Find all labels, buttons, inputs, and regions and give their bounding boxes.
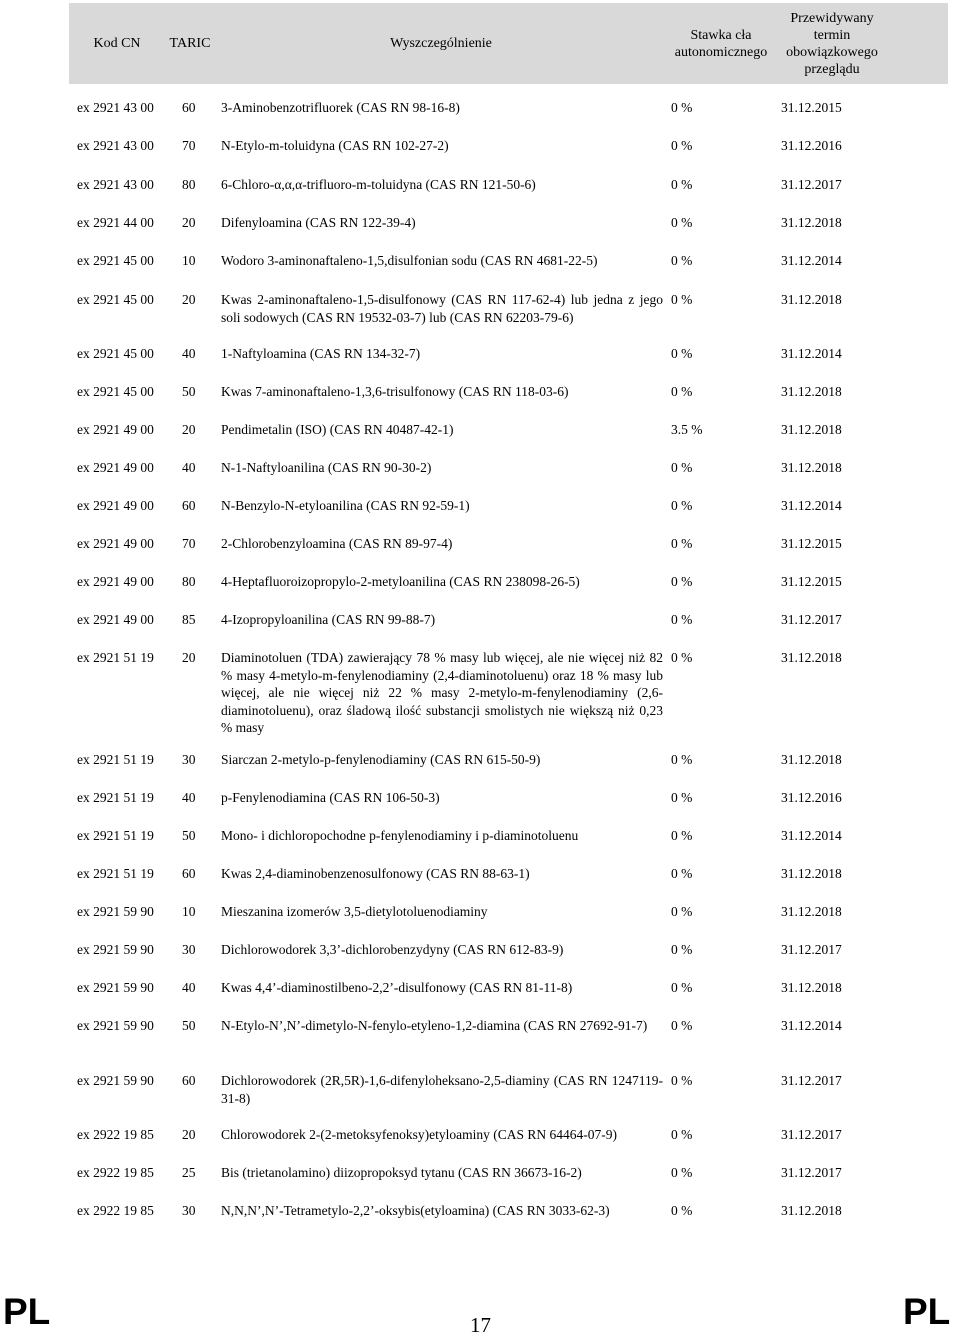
taric-cell: 60 xyxy=(182,498,196,513)
header-kod-cn: Kod CN xyxy=(93,36,141,51)
cn-code-cell: ex 2921 51 19 xyxy=(77,752,154,767)
description-cell: Pendimetalin (ISO) (CAS RN 40487-42-1) xyxy=(221,422,454,437)
description-cell: 1-Naftyloamina (CAS RN 134-32-7) xyxy=(221,346,421,361)
duty-rate-cell: 0 % xyxy=(671,574,693,589)
cn-code-cell: ex 2921 45 00 xyxy=(77,253,154,268)
cn-code-cell: ex 2921 59 90 xyxy=(77,980,154,995)
duty-rate-cell: 0 % xyxy=(671,460,693,475)
duty-rate-cell: 0 % xyxy=(671,346,693,361)
review-date-cell: 31.12.2017 xyxy=(781,612,842,627)
description-cell: 6-Chloro-α,α,α-trifluoro-m-toluidyna (CAS RN 121-50-6) xyxy=(221,177,536,192)
review-date-cell: 31.12.2017 xyxy=(781,942,842,957)
review-date-cell: 31.12.2014 xyxy=(781,498,842,513)
duty-rate-cell: 0 % xyxy=(671,138,693,153)
duty-rate-cell: 0 % xyxy=(671,980,693,995)
review-date-cell: 31.12.2017 xyxy=(781,177,842,192)
taric-cell: 50 xyxy=(182,828,196,843)
taric-cell: 20 xyxy=(182,1127,196,1142)
taric-cell: 50 xyxy=(182,1018,196,1033)
duty-rate-cell: 0 % xyxy=(671,100,693,115)
duty-rate-cell: 0 % xyxy=(671,292,693,307)
description-cell: Dichlorowodorek (2R,5R)-1,6-difenyloheksano-2,5-diaminy (CAS RN 1247119-31-8) xyxy=(221,1073,663,1106)
description-cell: Dichlorowodorek 3,3’-dichlorobenzydyny (CAS RN 612-83-9) xyxy=(221,942,564,957)
cn-code-cell: ex 2921 59 90 xyxy=(77,904,154,919)
cn-code-cell: ex 2921 43 00 xyxy=(77,177,154,192)
taric-cell: 80 xyxy=(182,177,196,192)
duty-rate-cell: 0 % xyxy=(671,215,693,230)
taric-cell: 10 xyxy=(182,904,196,919)
review-date-cell: 31.12.2015 xyxy=(781,574,842,589)
taric-cell: 80 xyxy=(182,574,196,589)
duty-rate-cell: 0 % xyxy=(671,1073,693,1088)
taric-cell: 40 xyxy=(182,346,196,361)
cn-code-cell: ex 2921 51 19 xyxy=(77,866,154,881)
cn-code-cell: ex 2921 49 00 xyxy=(77,498,154,513)
duty-rate-cell: 0 % xyxy=(671,612,693,627)
duty-rate-cell: 3.5 % xyxy=(671,422,703,437)
review-date-cell: 31.12.2014 xyxy=(781,1018,842,1033)
duty-rate-cell: 0 % xyxy=(671,752,693,767)
description-cell: 3-Aminobenzotrifluorek (CAS RN 98-16-8) xyxy=(221,100,460,115)
cn-code-cell: ex 2921 45 00 xyxy=(77,384,154,399)
cn-code-cell: ex 2921 59 90 xyxy=(77,1018,154,1033)
cn-code-cell: ex 2921 51 19 xyxy=(77,650,154,665)
review-date-cell: 31.12.2015 xyxy=(781,100,842,115)
taric-cell: 60 xyxy=(182,866,196,881)
review-date-cell: 31.12.2017 xyxy=(781,1073,842,1088)
header-taric: TARIC xyxy=(169,36,211,51)
taric-cell: 10 xyxy=(182,253,196,268)
description-cell: 4-Izopropyloanilina (CAS RN 99-88-7) xyxy=(221,612,436,627)
cn-code-cell: ex 2921 43 00 xyxy=(77,138,154,153)
description-cell: Difenyloamina (CAS RN 122-39-4) xyxy=(221,215,416,230)
description-cell: p-Fenylenodiamina (CAS RN 106-50-3) xyxy=(221,790,440,805)
description-cell: Kwas 7-aminonaftaleno-1,3,6-trisulfonowy (CAS RN 118-03-6) xyxy=(221,384,569,399)
duty-rate-cell: 0 % xyxy=(671,536,693,551)
description-cell: N,N,N’,N’-Tetrametylo-2,2’-oksybis(etyloamina) (CAS RN 3033-62-3) xyxy=(221,1203,610,1218)
taric-cell: 70 xyxy=(182,536,196,551)
description-cell: Mono- i dichloropochodne p-fenylenodiaminy i p-diaminotoluenu xyxy=(221,828,579,843)
duty-rate-cell: 0 % xyxy=(671,253,693,268)
cn-code-cell: ex 2922 19 85 xyxy=(77,1165,154,1180)
review-date-cell: 31.12.2018 xyxy=(781,1203,842,1218)
cn-code-cell: ex 2921 59 90 xyxy=(77,1073,154,1088)
header-review-date: Przewidywany termin obowiązkowego przeglądu xyxy=(786,10,878,77)
duty-rate-cell: 0 % xyxy=(671,866,693,881)
review-date-cell: 31.12.2018 xyxy=(781,752,842,767)
footer-language-right: PL xyxy=(903,1291,951,1332)
duty-rate-cell: 0 % xyxy=(671,650,693,665)
taric-cell: 25 xyxy=(182,1165,196,1180)
footer-language-left: PL xyxy=(3,1291,51,1332)
taric-cell: 20 xyxy=(182,215,196,230)
review-date-cell: 31.12.2017 xyxy=(781,1127,842,1142)
description-cell: Mieszanina izomerów 3,5-dietylotoluenodiaminy xyxy=(221,904,488,919)
description-cell: Kwas 2-aminonaftaleno-1,5-disulfonowy (CAS RN 117-62-4) lub jedna z jego soli sodowych (CAS RN 19532-03-7) lub (CAS RN 62203-79-6) xyxy=(221,292,663,325)
duty-rate-cell: 0 % xyxy=(671,1203,693,1218)
cn-code-cell: ex 2921 49 00 xyxy=(77,536,154,551)
duty-rate-cell: 0 % xyxy=(671,384,693,399)
page-number: 17 xyxy=(470,1313,491,1337)
taric-cell: 20 xyxy=(182,292,196,307)
cn-code-cell: ex 2921 43 00 xyxy=(77,100,154,115)
review-date-cell: 31.12.2017 xyxy=(781,1165,842,1180)
review-date-cell: 31.12.2018 xyxy=(781,292,842,307)
description-cell: N-1-Naftyloanilina (CAS RN 90-30-2) xyxy=(221,460,432,475)
review-date-cell: 31.12.2018 xyxy=(781,650,842,665)
review-date-cell: 31.12.2014 xyxy=(781,346,842,361)
cn-code-cell: ex 2921 59 90 xyxy=(77,942,154,957)
duty-rate-cell: 0 % xyxy=(671,1018,693,1033)
cn-code-cell: ex 2921 44 00 xyxy=(77,215,154,230)
cn-code-cell: ex 2922 19 85 xyxy=(77,1127,154,1142)
description-cell: N-Etylo-N’,N’-dimetylo-N-fenylo-etyleno-1,2-diamina (CAS RN 27692-91-7) xyxy=(221,1018,648,1033)
taric-cell: 30 xyxy=(182,942,196,957)
review-date-cell: 31.12.2018 xyxy=(781,215,842,230)
review-date-cell: 31.12.2016 xyxy=(781,138,842,153)
duty-rate-cell: 0 % xyxy=(671,498,693,513)
taric-cell: 30 xyxy=(182,1203,196,1218)
cn-code-cell: ex 2921 49 00 xyxy=(77,612,154,627)
description-cell: N-Etylo-m-toluidyna (CAS RN 102-27-2) xyxy=(221,138,449,153)
review-date-cell: 31.12.2018 xyxy=(781,980,842,995)
review-date-cell: 31.12.2018 xyxy=(781,904,842,919)
description-cell: Diaminotoluen (TDA) zawierający 78 % masy lub więcej, ale nie więcej niż 82 % masy 4-metylo-m-fenylenodiaminy (2,4-diaminotoluenu) oraz 18 % masy lub więcej, ale nie więcej niż 22 % masy 2-metylo-m-fenylenodiaminy (2,6-diaminotoluenu), oraz śladową ilość substancji smolistych nie większą niż 0,23 % masy xyxy=(221,650,663,735)
description-cell: Kwas 4,4’-diaminostilbeno-2,2’-disulfonowy (CAS RN 81-11-8) xyxy=(221,980,573,995)
taric-cell: 20 xyxy=(182,650,196,665)
cn-code-cell: ex 2921 45 00 xyxy=(77,292,154,307)
review-date-cell: 31.12.2018 xyxy=(781,422,842,437)
duty-rate-cell: 0 % xyxy=(671,790,693,805)
description-cell: Bis (trietanolamino) diizopropoksyd tytanu (CAS RN 36673-16-2) xyxy=(221,1165,582,1180)
taric-cell: 40 xyxy=(182,980,196,995)
description-cell: N-Benzylo-N-etyloanilina (CAS RN 92-59-1) xyxy=(221,498,470,513)
duty-rate-cell: 0 % xyxy=(671,904,693,919)
duty-rate-cell: 0 % xyxy=(671,1165,693,1180)
review-date-cell: 31.12.2016 xyxy=(781,790,842,805)
taric-cell: 85 xyxy=(182,612,196,627)
taric-cell: 30 xyxy=(182,752,196,767)
description-cell: Wodoro 3-aminonaftaleno-1,5,disulfonian sodu (CAS RN 4681-22-5) xyxy=(221,253,598,268)
cn-code-cell: ex 2921 49 00 xyxy=(77,422,154,437)
description-cell: Siarczan 2-metylo-p-fenylenodiaminy (CAS RN 615-50-9) xyxy=(221,752,541,767)
taric-cell: 50 xyxy=(182,384,196,399)
taric-cell: 60 xyxy=(182,100,196,115)
cn-code-cell: ex 2921 49 00 xyxy=(77,574,154,589)
description-cell: Chlorowodorek 2-(2-metoksyfenoksy)etyloaminy (CAS RN 64464-07-9) xyxy=(221,1127,617,1142)
review-date-cell: 31.12.2015 xyxy=(781,536,842,551)
cn-code-cell: ex 2921 51 19 xyxy=(77,790,154,805)
review-date-cell: 31.12.2014 xyxy=(781,828,842,843)
review-date-cell: 31.12.2014 xyxy=(781,253,842,268)
review-date-cell: 31.12.2018 xyxy=(781,460,842,475)
review-date-cell: 31.12.2018 xyxy=(781,384,842,399)
cn-code-cell: ex 2921 45 00 xyxy=(77,346,154,361)
duty-rate-cell: 0 % xyxy=(671,942,693,957)
description-cell: 2-Chlorobenzyloamina (CAS RN 89-97-4) xyxy=(221,536,453,551)
header-duty-rate: Stawka cła autonomicznego xyxy=(674,27,768,60)
taric-cell: 40 xyxy=(182,790,196,805)
taric-cell: 40 xyxy=(182,460,196,475)
cn-code-cell: ex 2921 51 19 xyxy=(77,828,154,843)
description-cell: 4-Heptafluoroizopropylo-2-metyloanilina (CAS RN 238098-26-5) xyxy=(221,574,580,589)
header-description: Wyszczególnienie xyxy=(390,36,492,51)
description-cell: Kwas 2,4-diaminobenzenosulfonowy (CAS RN 88-63-1) xyxy=(221,866,530,881)
cn-code-cell: ex 2922 19 85 xyxy=(77,1203,154,1218)
duty-rate-cell: 0 % xyxy=(671,828,693,843)
taric-cell: 60 xyxy=(182,1073,196,1088)
review-date-cell: 31.12.2018 xyxy=(781,866,842,881)
duty-rate-cell: 0 % xyxy=(671,1127,693,1142)
table-header xyxy=(69,3,948,84)
taric-cell: 70 xyxy=(182,138,196,153)
duty-rate-cell: 0 % xyxy=(671,177,693,192)
cn-code-cell: ex 2921 49 00 xyxy=(77,460,154,475)
taric-cell: 20 xyxy=(182,422,196,437)
